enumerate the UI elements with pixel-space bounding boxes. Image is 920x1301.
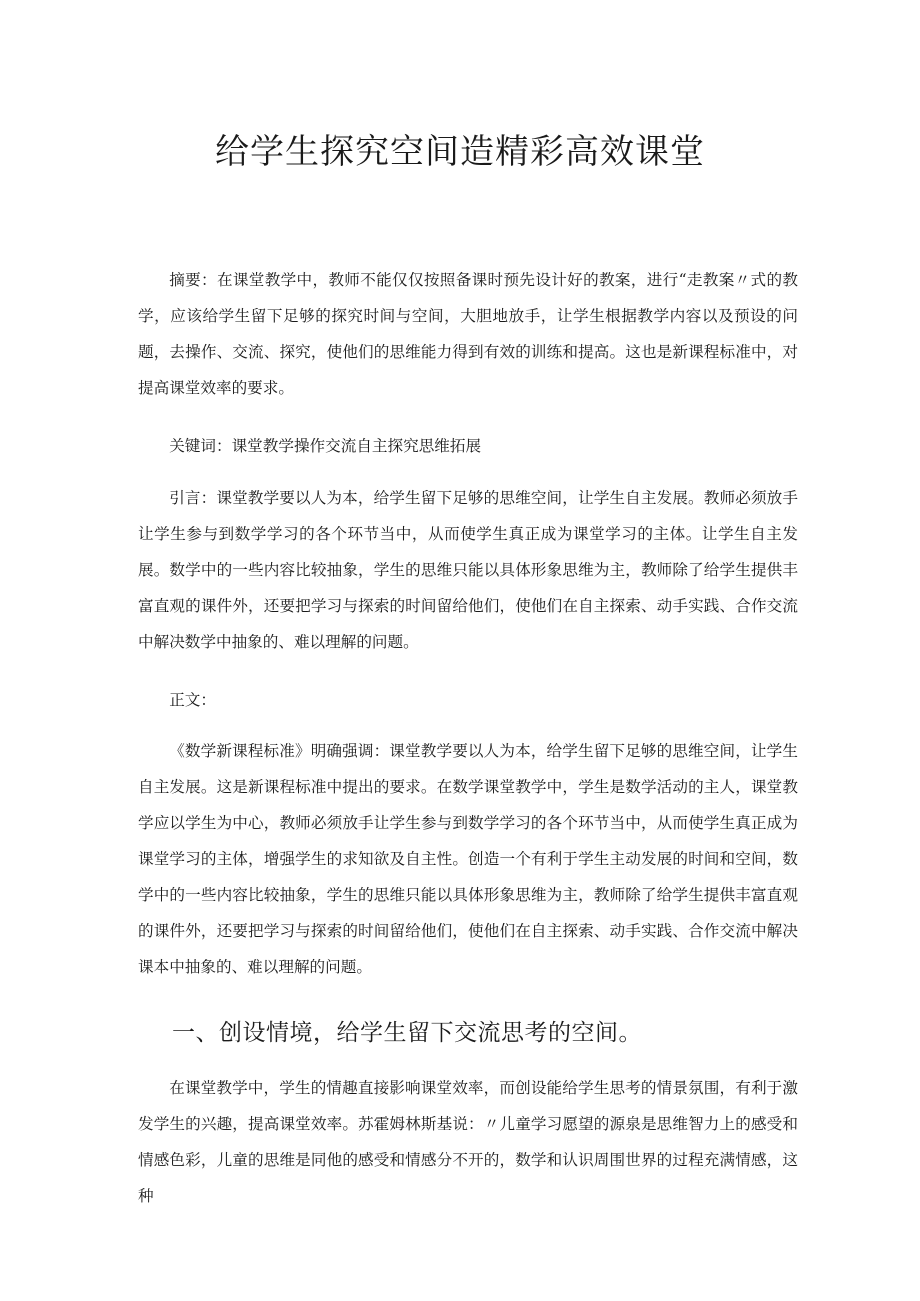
section-1-heading: 一、创设情境，给学生留下交流思考的空间。 (172, 1020, 642, 1046)
main-text-label: 正文： (169, 691, 216, 709)
section-1-paragraph: 在课堂教学中，学生的情趣直接影响课堂效率，而创设能给学生思考的情景氛围，有利于激发学生的兴趣，提高课堂效率。苏霍姆林斯基说：〃儿童学习愿望的源泉是思维智力上的感受和情感色彩，儿童的思维是同他的感受和情感分不开的，数学和认识周围世界的过程充满情感，这种 (138, 1079, 798, 1205)
body-paragraph-1: 《数学新课程标准》明确强调：课堂教学要以人为本，给学生留下足够的思维空间，让学生自主发展。这是新课程标准中提出的要求。在数学课堂教学中，学生是数学活动的主人，课堂教学应以学生为中心，教师必须放手让学生参与到数学学习的各个环节当中，从而使学生真正成为课堂学习的主体，增强学生的求知欲及自主性。创造一个有利于学生主动发展的时间和空间，数学中的一些内容比较抽象，学生的思维只能以具体形象思维为主，教师除了给学生提供丰富直观的课件外，还要把学习与探索的时间留给他们，使他们在自主探索、动手实践、合作交流中解决课本中抽象的、难以理解的问题。 (138, 742, 798, 976)
keywords-line: 关键词：课堂教学操作交流自主探究思维拓展 (169, 437, 482, 455)
abstract-paragraph: 摘要：在课堂教学中，教师不能仅仅按照备课时预先设计好的教案，进行“走教案〃式的教学，应该给学生留下足够的探究时间与空间，大胆地放手，让学生根据教学内容以及预设的问题，去操作、交流、探究，使他们的思维能力得到有效的训练和提高。这也是新课程标准中，对提高课堂效率的要求。 (138, 271, 798, 397)
document-title: 给学生探究空间造精彩高效课堂 (215, 132, 705, 172)
introduction-paragraph: 引言：课堂教学要以人为本，给学生留下足够的思维空间，让学生自主发展。教师必须放手让学生参与到数学学习的各个环节当中，从而使学生真正成为课堂学习的主体。让学生自主发展。数学中的一些内容比较抽象，学生的思维只能以具体形象思维为主，教师除了给学生提供丰富直观的课件外，还要把学习与探索的时间留给他们，使他们在自主探索、动手实践、合作交流中解决数学中抽象的、难以理解的问题。 (138, 489, 798, 651)
